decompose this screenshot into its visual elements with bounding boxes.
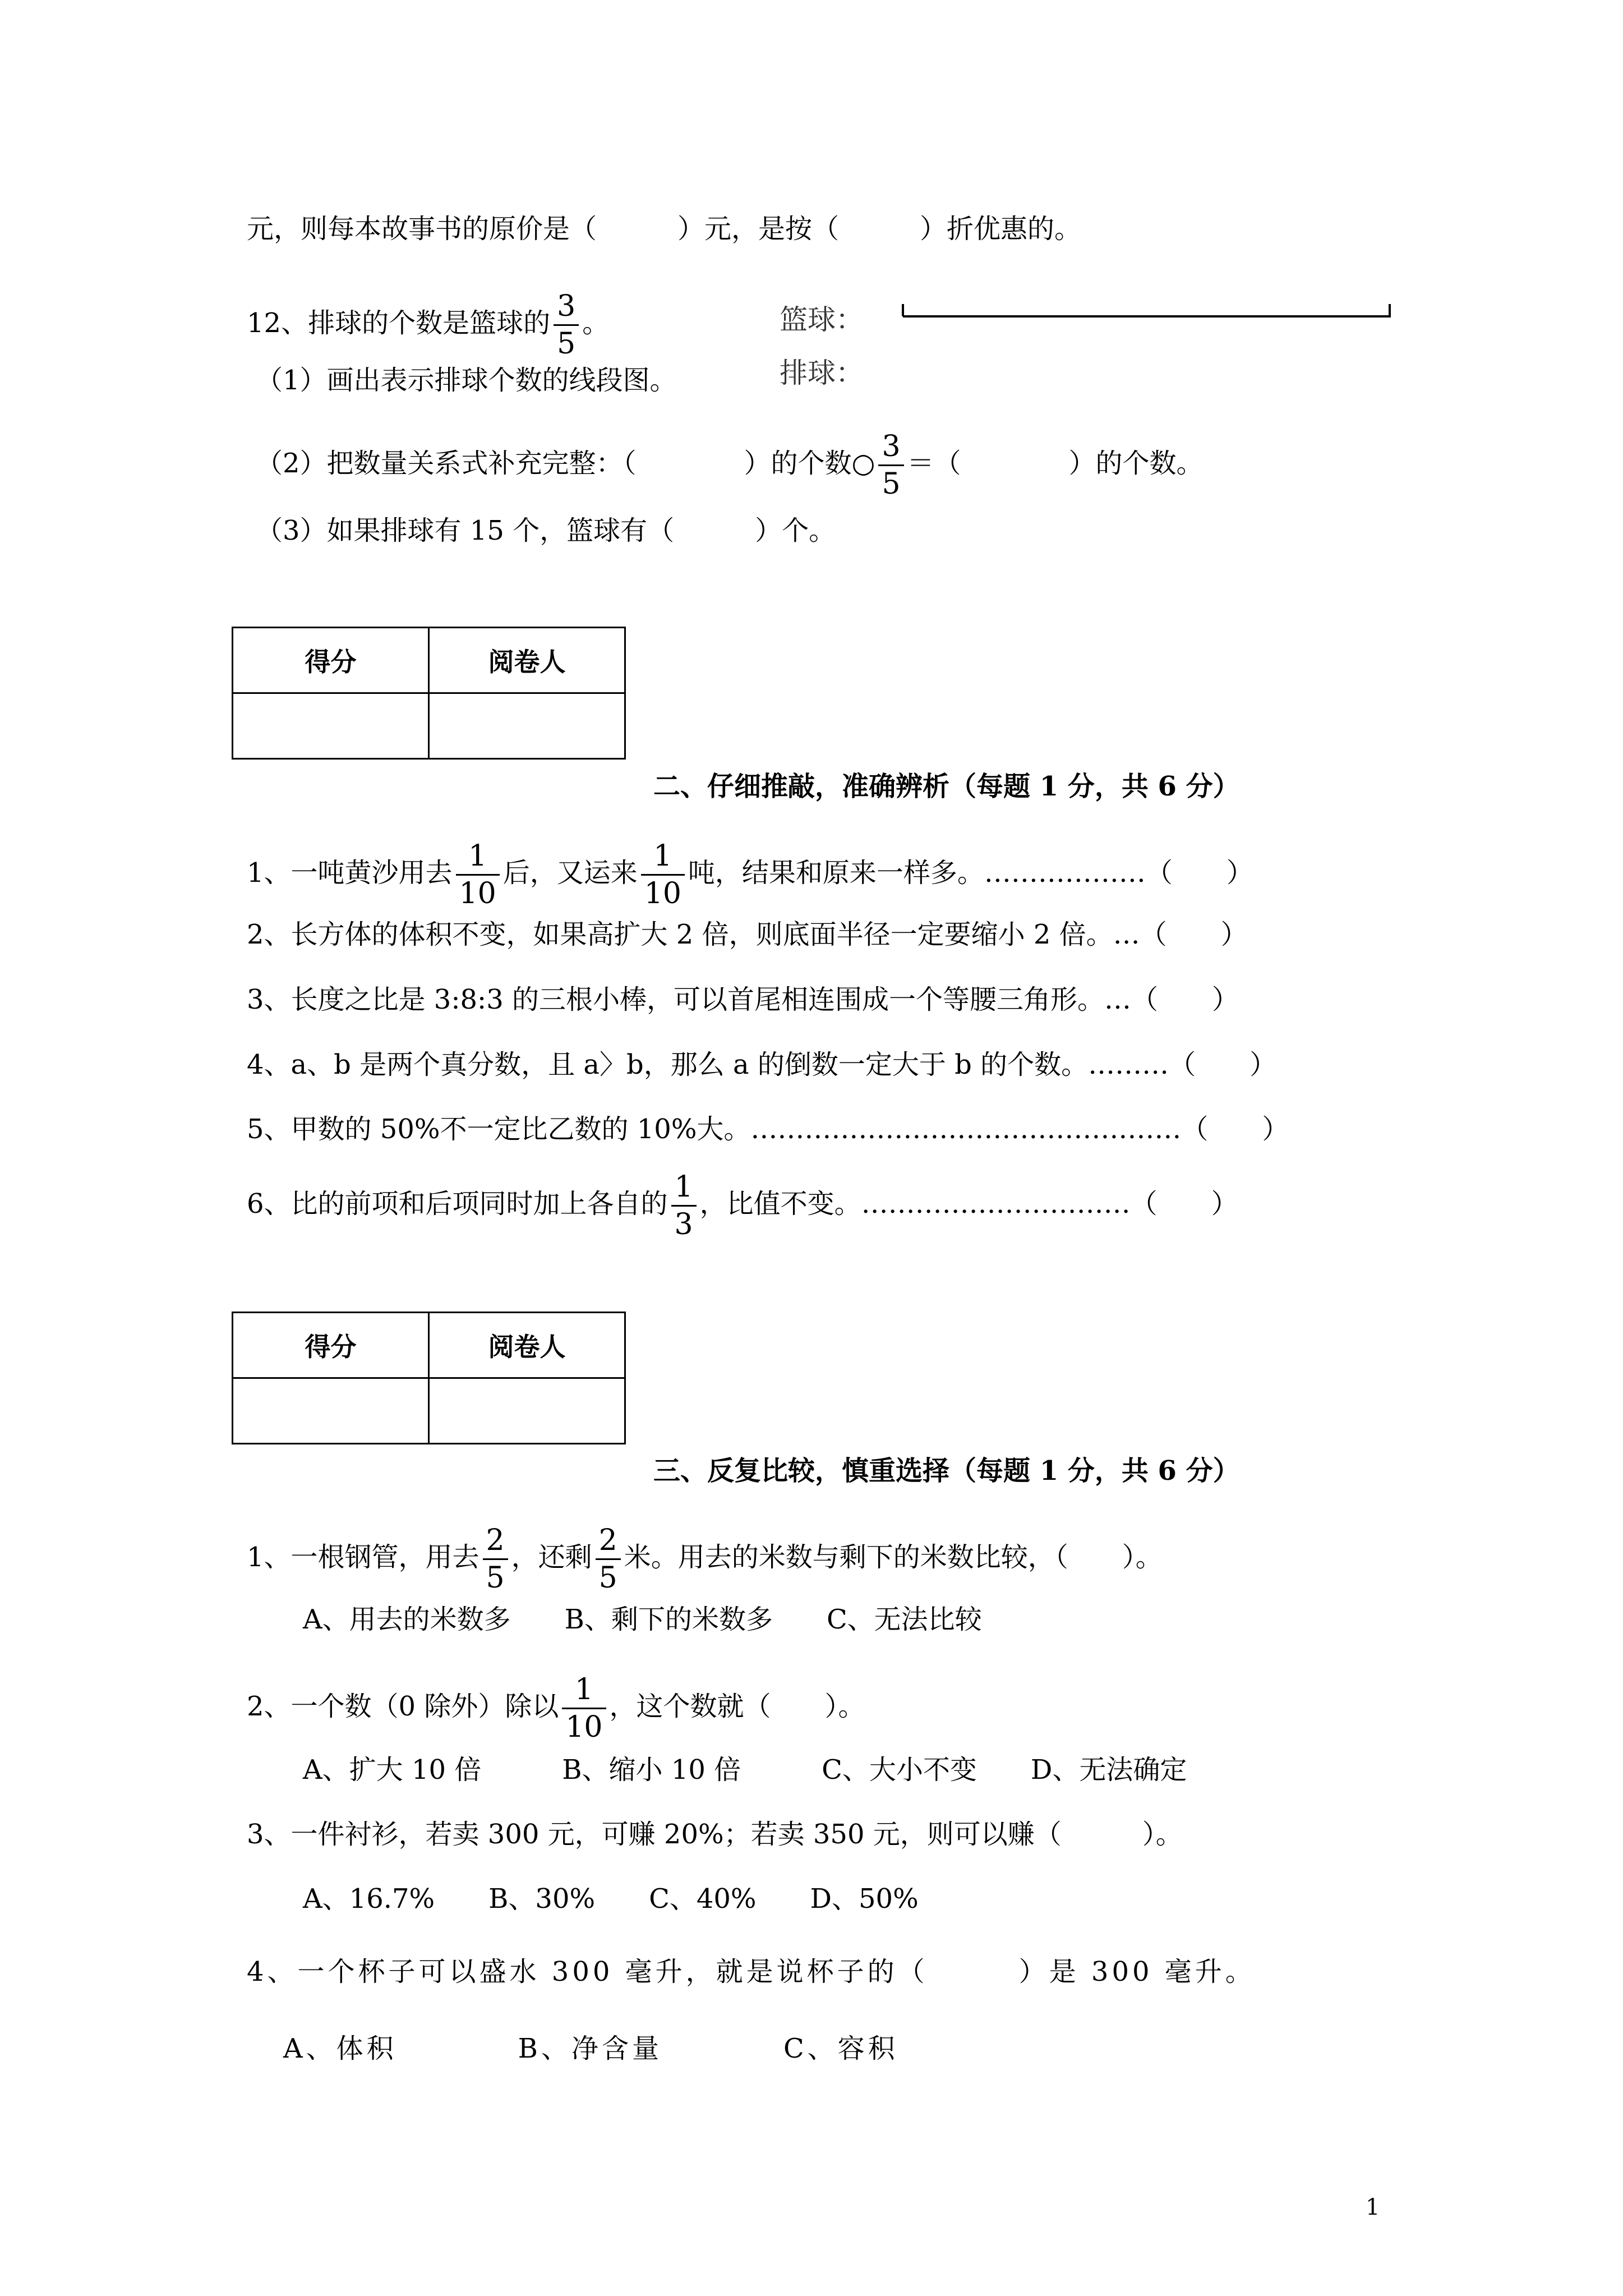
score-table	[232, 1312, 626, 1444]
section-3-question-4-options: A、体积 B、净含量 C、容积	[283, 2033, 898, 2064]
segment-tick-left	[902, 304, 904, 316]
question-12-end: 。	[582, 307, 610, 339]
fraction-denominator: 3	[674, 1208, 693, 1241]
question-text: 1、一吨黄沙用去	[247, 857, 453, 889]
fraction-denominator: 10	[644, 877, 681, 910]
section-3-question-3: 3、一件衬衫，若卖 300 元，可赚 20%；若卖 350 元，则可以赚（ ）。	[247, 1819, 1183, 1850]
question-12	[247, 289, 610, 361]
question-text: 后，又运来	[502, 857, 638, 889]
question-text: 1、一根钢管，用去	[247, 1542, 479, 1573]
section-3-question-1	[247, 1526, 1163, 1593]
fraction-two-fifths	[483, 1526, 508, 1593]
text-line: 元，则每本故事书的原价是（ ）元，是按（ ）折优惠的。	[247, 213, 1082, 245]
fraction-one-tenth	[562, 1675, 606, 1742]
fraction-numerator: 1	[641, 841, 685, 876]
fraction-two-fifths	[596, 1526, 621, 1593]
section-3-title: 三、反复比较，慎重选择（每题 1 分，共 6 分）	[653, 1455, 1240, 1487]
score-cell[interactable]	[233, 1378, 429, 1444]
score-cell[interactable]	[233, 693, 429, 759]
section-3-question-1-options: A、用去的米数多 B、剩下的米数多 C、无法比较	[303, 1604, 982, 1635]
segment-tick-right	[1389, 304, 1391, 316]
score-header: 得分	[233, 1313, 429, 1378]
section-3-question-2	[247, 1675, 865, 1742]
fraction-one-tenth	[456, 841, 500, 908]
question-text: 2、一个数（0 除外）除以	[247, 1691, 559, 1722]
fraction-numerator: 2	[483, 1526, 508, 1560]
section-3-question-4: 4、一个杯子可以盛水 300 毫升，就是说杯子的（ ）是 300 毫升。	[247, 1956, 1256, 1987]
basketball-label: 篮球：	[780, 303, 864, 336]
section-2-question-6	[247, 1172, 1238, 1239]
fraction-numerator: 3	[878, 432, 903, 466]
fraction-one-tenth	[641, 841, 685, 908]
question-12-3: （3）如果排球有 15 个，篮球有（ ）个。	[256, 515, 836, 546]
section-2-question-1	[247, 841, 1253, 908]
fraction-denominator: 5	[486, 1561, 505, 1595]
grader-header: 阅卷人	[429, 1313, 625, 1378]
grader-header: 阅卷人	[429, 628, 625, 693]
fraction-numerator: 1	[562, 1675, 606, 1709]
section-2-title: 二、仔细推敲，准确辨析（每题 1 分，共 6 分）	[653, 771, 1240, 802]
section-2-question-3: 3、长度之比是 3:8:3 的三根小棒，可以首尾相连围成一个等腰三角形。…（ ）	[247, 984, 1239, 1015]
score-header: 得分	[233, 628, 429, 693]
question-12-2-end: ＝（ ）的个数。	[907, 448, 1204, 479]
fraction-three-fifths	[554, 289, 579, 361]
fraction-numerator: 3	[554, 292, 579, 326]
fraction-numerator: 1	[671, 1172, 697, 1207]
question-text: 6、比的前项和后项同时加上各自的	[247, 1188, 668, 1220]
fraction-denominator: 10	[459, 877, 496, 910]
volleyball-label: 排球：	[780, 357, 864, 389]
fraction-denominator: 10	[565, 1710, 603, 1744]
question-text: 米。用去的米数与剩下的米数比较，（ ）。	[624, 1542, 1163, 1573]
section-3-question-2-options: A、扩大 10 倍 B、缩小 10 倍 C、大小不变 D、无法确定	[303, 1754, 1187, 1786]
page-number: 1	[1366, 2194, 1380, 2220]
basketball-segment-line	[903, 315, 1391, 318]
fraction-three-fifths	[878, 432, 903, 499]
fraction-numerator: 2	[596, 1526, 621, 1560]
fraction-numerator: 1	[456, 841, 500, 876]
fraction-denominator: 5	[598, 1561, 617, 1595]
grader-cell[interactable]	[429, 1378, 625, 1444]
question-text: ，还剩	[511, 1542, 592, 1573]
question-12-1: （1）画出表示排球个数的线段图。	[256, 365, 677, 396]
question-text: ，比值不变。…………………………（ ）	[699, 1188, 1238, 1220]
question-text: 吨，结果和原来一样多。………………（ ）	[688, 857, 1253, 889]
question-12-2-text: （2）把数量关系式补充完整：（ ）的个数○	[256, 448, 875, 479]
fraction-denominator: 5	[557, 327, 576, 361]
question-12-2	[256, 432, 1204, 499]
section-2-question-2: 2、长方体的体积不变，如果高扩大 2 倍，则底面半径一定要缩小 2 倍。…（ ）	[247, 919, 1248, 950]
section-2-question-5: 5、甲数的 50%不一定比乙数的 10%大。…………………………………………（ ）	[247, 1114, 1289, 1145]
question-12-text: 12、排球的个数是篮球的	[247, 307, 551, 339]
score-table	[232, 627, 626, 760]
fraction-one-third	[671, 1172, 697, 1239]
fraction-denominator: 5	[882, 467, 901, 501]
question-text: ，这个数就（ ）。	[609, 1691, 865, 1722]
section-3-question-3-options: A、16.7% B、30% C、40% D、50%	[303, 1883, 919, 1915]
grader-cell[interactable]	[429, 693, 625, 759]
section-2-question-4: 4、a、b 是两个真分数，且 a〉b，那么 a 的倒数一定大于 b 的个数。………（ ）	[247, 1049, 1277, 1080]
